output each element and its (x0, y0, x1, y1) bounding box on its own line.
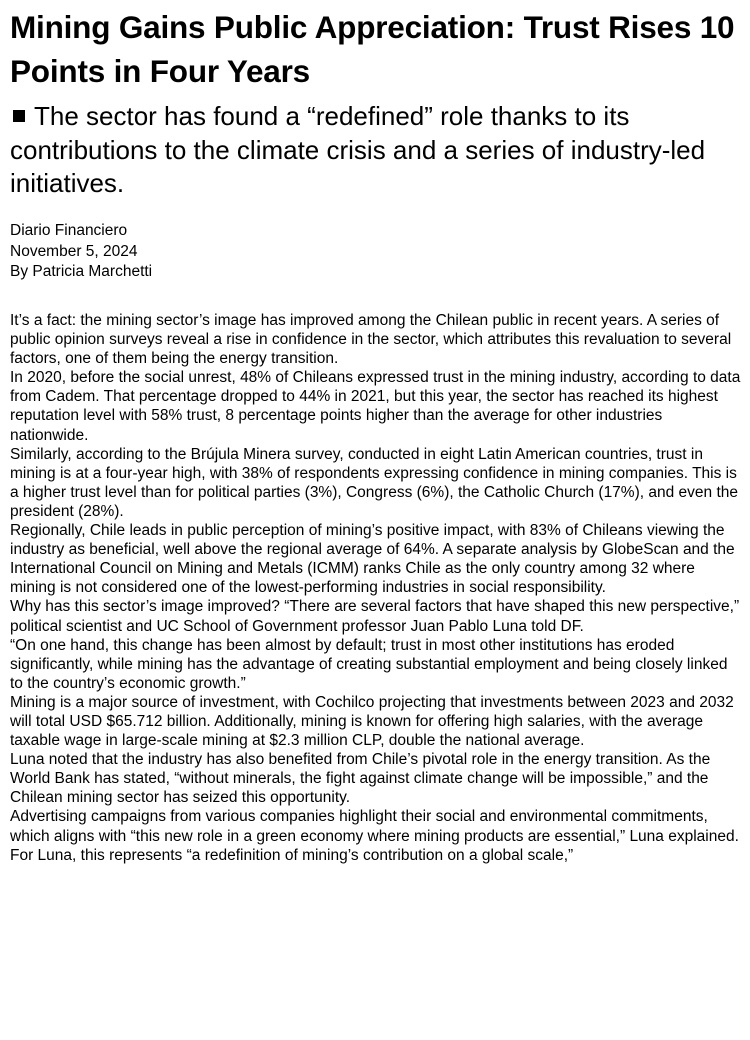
subheadline-text: The sector has found a “redefined” role thanks to its contributions to the climate crisis and a series of industry-led initiatives. (10, 101, 706, 198)
article-headline: Mining Gains Public Appreciation: Trust Rises 10 Points in Four Years (10, 9, 735, 89)
body-paragraph: Similarly, according to the Brújula Minera survey, conducted in eight Latin American countries, trust in mining is at a four-year high, with 38% of respondents expressing confidence in mining companies. This is a higher trust level than for political parties (3%), Congress (6%), the Catholic Church (17%), and even the president (28%). (10, 445, 738, 520)
article-date: November 5, 2024 (10, 242, 138, 260)
body-paragraph: Advertising campaigns from various companies highlight their social and environmental commitments, which aligns with “this new role in a green economy where mining products are essential,” Luna explained. (10, 808, 739, 845)
body-paragraph: It’s a fact: the mining sector’s image has improved among the Chilean public in recent years. A series of public opinion surveys reveal a rise in confidence in the sector, which attributes this revaluation to several factors, one of them being the energy transition. (10, 312, 732, 368)
article-subheadline (10, 100, 742, 201)
article-byline: By Patricia Marchetti (10, 263, 153, 280)
body-paragraph: Luna noted that the industry has also benefited from Chile’s pivotal role in the energy transition. As the World Bank has stated, “without minerals, the fight against climate change will be impossible,” and the Chilean mining sector has seized this opportunity. (10, 751, 711, 807)
body-paragraph: “On one hand, this change has been almost by default; trust in most other institutions has eroded significantly, while mining has the advantage of creating substantial employment and being closely linked to the country’s economic growth.” (10, 636, 728, 692)
body-paragraph: Why has this sector’s image improved? “There are several factors that have shaped this new perspective,” political scientist and UC School of Government professor Juan Pablo Luna told DF. (10, 598, 740, 635)
body-paragraph: In 2020, before the social unrest, 48% of Chileans expressed trust in the mining industry, according to data from Cadem. That percentage dropped to 44% in 2021, but this year, the sector has reached its highest reputation level with 58% trust, 8 percentage points higher than the average for other industries nationwide. (10, 369, 741, 444)
article-body (10, 311, 742, 865)
article-source: Diario Financiero (10, 222, 128, 239)
article-meta (10, 221, 742, 283)
square-bullet-icon (13, 110, 25, 122)
body-paragraph: Mining is a major source of investment, with Cochilco projecting that investments between 2023 and 2032 will total USD $65.712 billion. Additionally, mining is known for offering high salaries, with the average taxable wage in large-scale mining at $2.3 million CLP, double the national average. (10, 693, 734, 750)
body-paragraph: For Luna, this represents “a redefinition of mining’s contribution on a global scale,” (10, 846, 574, 864)
body-paragraph: Regionally, Chile leads in public perception of mining’s positive impact, with 83% of Chileans viewing the industry as beneficial, well above the regional average of 64%. A separate analysis by GlobeScan and the International Council on Mining and Metals (ICMM) ranks Chile as the only country among 32 where mining is not considered one of the lowest-performing industries in social responsibility. (10, 522, 735, 597)
